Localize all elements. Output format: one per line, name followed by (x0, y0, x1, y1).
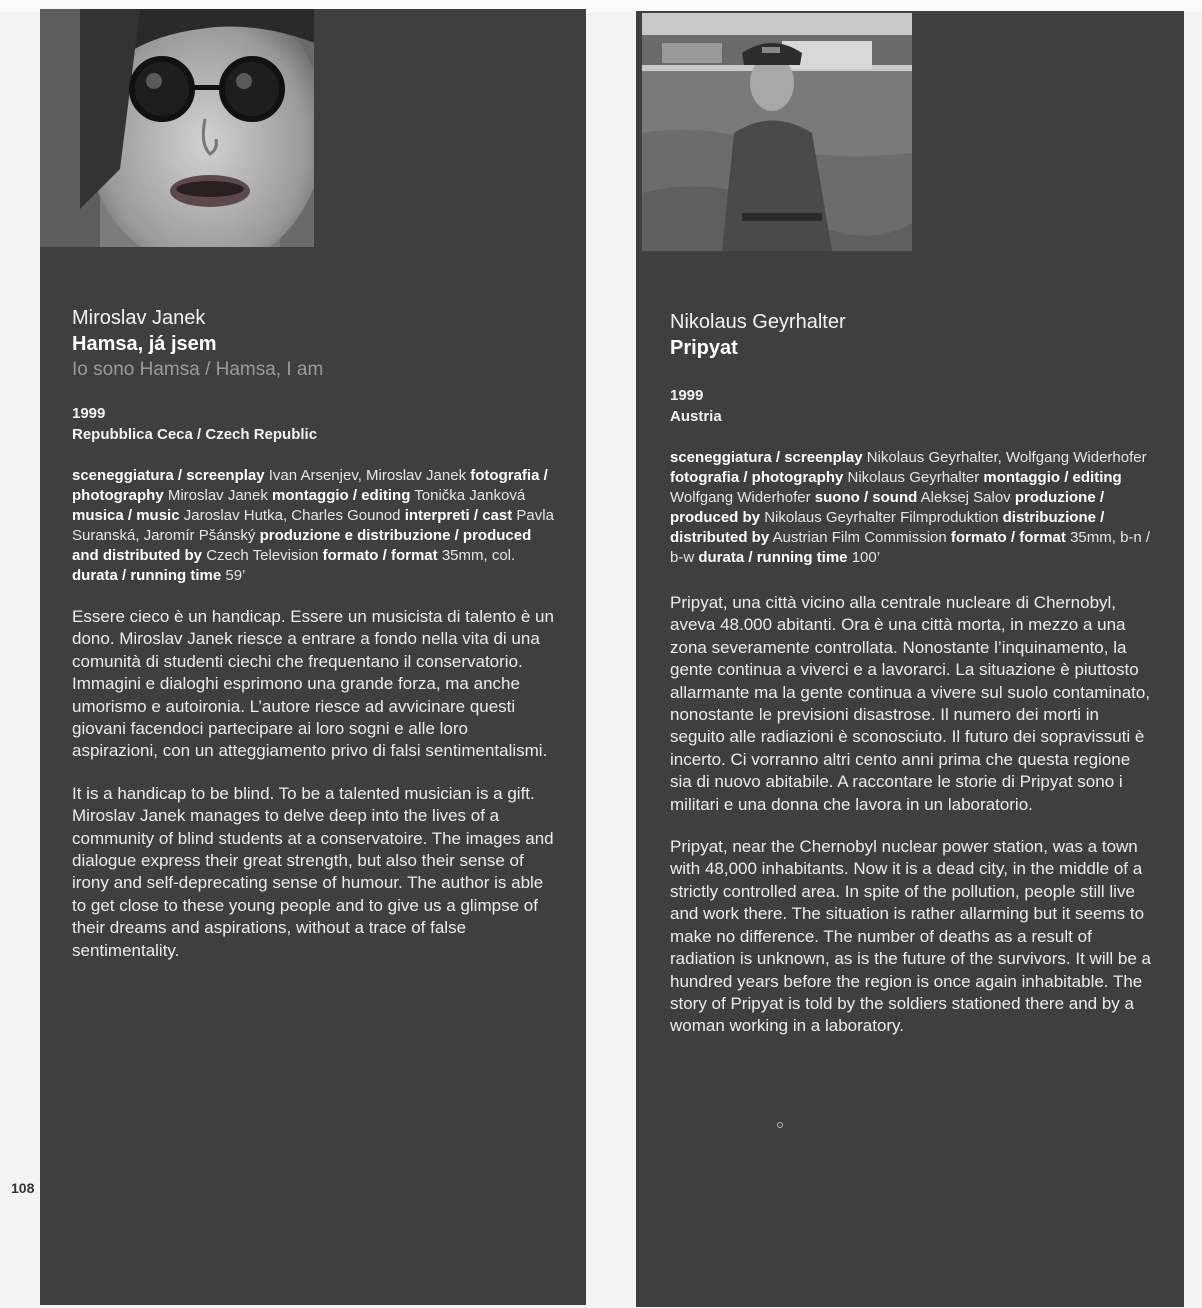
film-country: Austria (670, 408, 722, 425)
credit-label: produzione e distribuzione / produced and distributed by (72, 527, 532, 564)
credit-label: musica / music (72, 507, 180, 524)
print-mark (777, 1122, 783, 1128)
credit-value: 35mm, b-n / b-w (670, 529, 1151, 566)
film-country: Repubblica Ceca / Czech Republic (72, 426, 318, 443)
credit-value: Wolfgang Widerhofer (670, 489, 811, 506)
credit-value: Pavla Suranská, Jaromír Pšánský (72, 507, 554, 544)
credit-value: Austrian Film Commission (772, 529, 947, 546)
film-title: Hamsa, já jsem (72, 333, 217, 355)
credit-label: montaggio / editing (272, 487, 411, 504)
credit-value: Jaroslav Hutka, Charles Gounod (183, 507, 401, 524)
credit-value: 100’ (851, 549, 881, 566)
credit-label: formato / format (322, 547, 438, 564)
credit-label: fotografia / photography (72, 467, 548, 504)
film-meta (670, 385, 1154, 427)
credit-value: Nikolaus Geyrhalter, Wolfgang Widerhofer (866, 449, 1147, 466)
portrait-photo (40, 9, 314, 247)
credit-value: Nikolaus Geyrhalter (847, 469, 980, 486)
film-still-portrait (40, 9, 314, 247)
credit-label: montaggio / editing (983, 469, 1122, 486)
film-year: 1999 (72, 405, 106, 422)
film-alt-title: Io sono Hamsa / Hamsa, I am (72, 359, 324, 380)
film-credits (72, 466, 558, 586)
soldier-photo (642, 13, 912, 251)
credit-label: durata / running time (698, 549, 848, 566)
film-meta (72, 403, 558, 445)
credit-label: sceneggiatura / screenplay (72, 467, 265, 484)
credit-value: Czech Television (206, 547, 319, 564)
credit-value: 35mm, col. (441, 547, 516, 564)
film-title: Pripyat (670, 337, 738, 359)
synopsis-english: It is a handicap to be blind. To be a talented musician is a gift. Miroslav Janek manages to delve deep into the lives of a community of blind students at a conservatoire. The images and dialogue express their great strength, but also their sense of irony and self-deprecating sense of humour. The author is able to get close to these young people and to give us a glimpse of their dreams and aspirations, without a trace of false sentimentality. (72, 783, 554, 960)
credit-label: suono / sound (814, 489, 918, 506)
credit-label: formato / format (950, 529, 1066, 546)
credit-value: Nikolaus Geyrhalter Filmproduktion (764, 509, 999, 526)
credit-label: sceneggiatura / screenplay (670, 449, 863, 466)
credit-value: Aleksej Salov (920, 489, 1011, 506)
credit-label: durata / running time (72, 567, 222, 584)
film-year: 1999 (670, 387, 704, 404)
film-info-right (670, 309, 1154, 1038)
director-name: Nikolaus Geyrhalter (670, 311, 846, 333)
synopsis-english: Pripyat, near the Chernobyl nuclear power station, was a town with 48,000 inhabitants. Now it is a dead city, in the middle of a strictly controlled area. In spite of the pollution, people still live and work there. The situation is rather allarming but it seems to make no difference. The number of deaths as a result of radiation is unknown, as is the future of the survivors. It will be a hundred years before the region is once again inhabitable. The story of Pripyat is told by the soldiers stationed there and by a woman working in a laboratory. (670, 837, 1151, 1036)
credit-label: fotografia / photography (670, 469, 844, 486)
credit-label: interpreti / cast (404, 507, 513, 524)
credit-value: Ivan Arsenjev, Miroslav Janek (268, 467, 467, 484)
film-credits (670, 448, 1154, 568)
film-still-soldier (642, 13, 912, 251)
credit-label: produzione / produced by (670, 489, 1105, 526)
director-name: Miroslav Janek (72, 307, 206, 329)
synopsis-italian: Pripyat, una città vicino alla centrale nucleare di Chernobyl, aveva 48.000 abitanti. Ora è una città morta, in mezzo a una zona severamente controllata. Nonostante l’inquinamento, la gente continua a viverci e a lavorarci. La situazione è piuttosto allarmante ma la gente continua a vivere sul suolo contaminato, nonostante le previsioni disastrose. Il numero dei morti in seguito alle radiazioni è sconosciuto. Il futuro dei sopravissuti è incerto. Ci vorranno altri cento anni prima che questa regione sia di nuovo abitabile. A raccontare le storie di Pripyat sono i militari e una donna che lavora in un laboratorio. (670, 593, 1151, 814)
credit-value: Tonička Janková (414, 487, 526, 504)
film-info-left (72, 305, 558, 962)
credit-label: distribuzione / distributed by (670, 509, 1105, 546)
credit-value: Miroslav Janek (167, 487, 268, 504)
synopsis-italian: Essere cieco è un handicap. Essere un musicista di talento è un dono. Miroslav Janek riesce a entrare a fondo nella vita di una comunità di studenti ciechi che frequentano il conservatorio. Immagini e dialoghi esprimono una grande forza, ma anche umorismo e autoironia. L’autore riesce ad avvicinare questi giovani facendoci partecipare ai loro sogni e alle loro aspirazioni, con un atteggiamento privo di falsi sentimentalismi. (72, 607, 554, 761)
credit-value: 59’ (225, 567, 246, 584)
page-number: 108 (11, 1180, 35, 1196)
film-card-left (40, 9, 586, 1305)
film-card-right (636, 11, 1184, 1307)
